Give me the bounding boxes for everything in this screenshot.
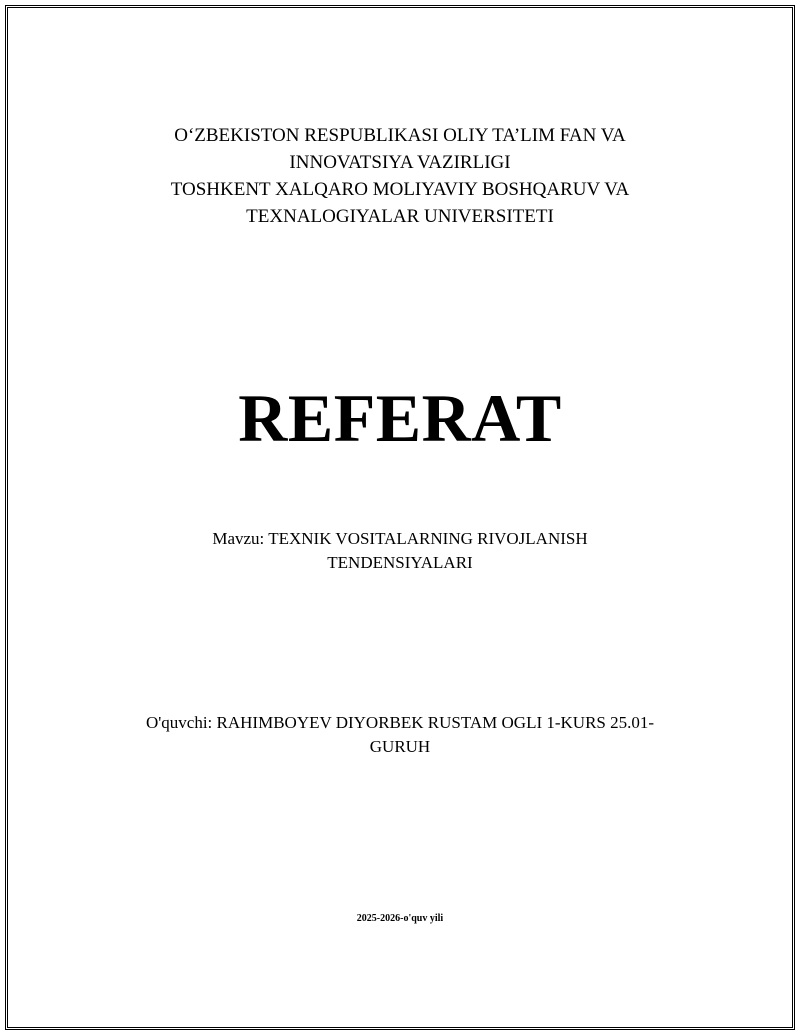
student-line-1: O'quvchi: RAHIMBOYEV DIYORBEK RUSTAM OGLI 1-KURS 25.01- [145, 713, 655, 732]
ministry-line-2: INNOVATSIYA VAZIRLIGI [289, 152, 511, 173]
university-line-2: TEXNALOGIYALAR UNIVERSITETI [246, 206, 554, 227]
topic-line-2: TENDENSIYALARI [327, 553, 473, 572]
institution-header [0, 122, 800, 230]
academic-year: 2025-2026-o'quv yili [356, 913, 444, 924]
student-line-2: GURUH [369, 737, 431, 756]
document-title: REFERAT [238, 380, 562, 456]
student-block [0, 711, 800, 759]
ministry-line-1: O‘ZBEKISTON RESPUBLIKASI OLIY TA’LIM FAN VA [174, 125, 626, 146]
topic-block [0, 527, 800, 575]
topic-line-1: Mavzu: TEXNIK VOSITALARNING RIVOJLANISH [212, 529, 588, 548]
university-line-1: TOSHKENT XALQARO MOLIYAVIY BOSHQARUV VA [170, 179, 630, 200]
